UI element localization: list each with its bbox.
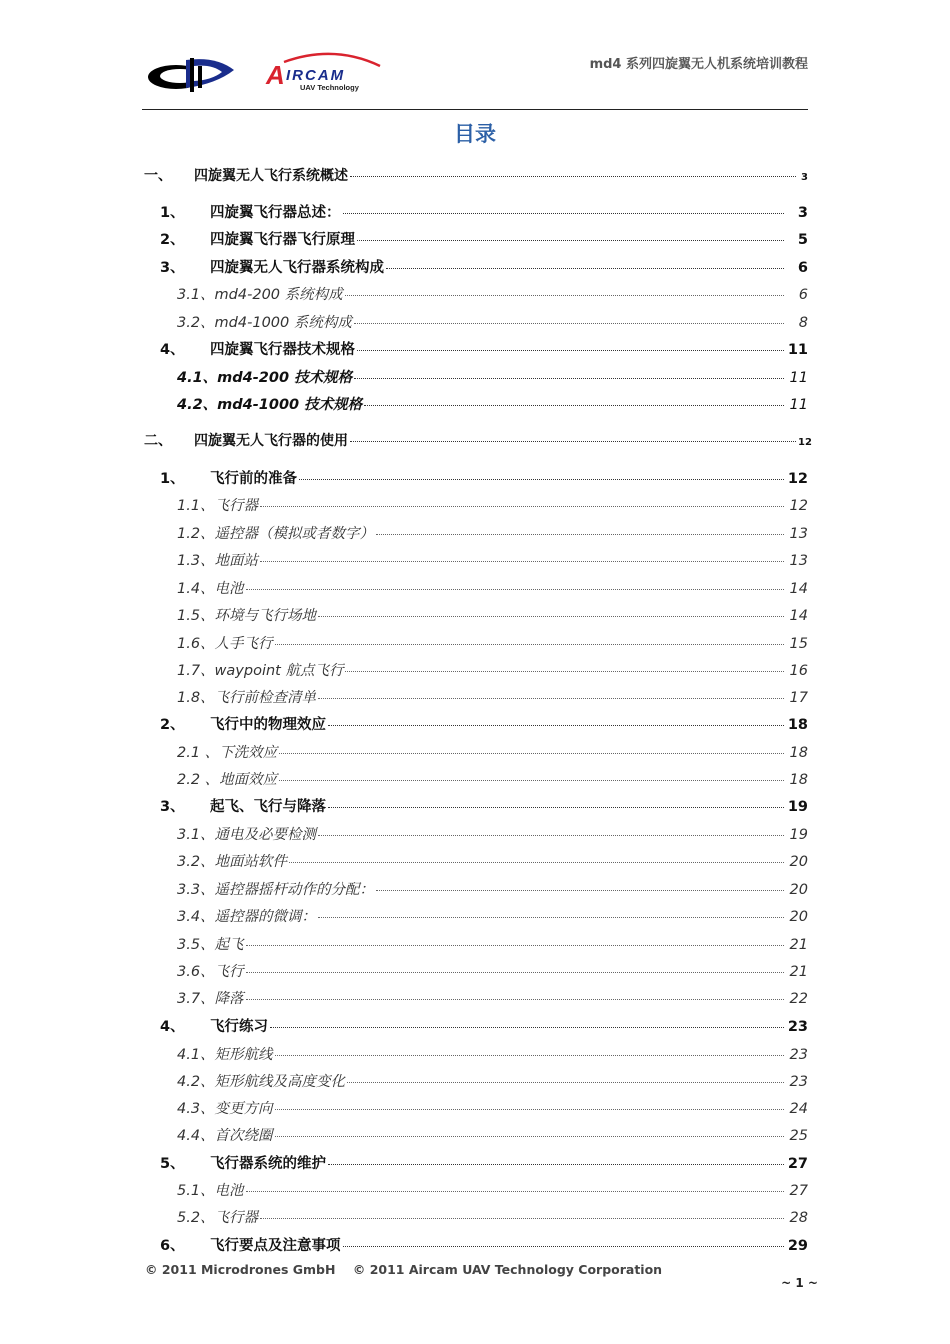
toc-entry[interactable] (160, 1015, 808, 1036)
toc-entry-title: 4.1、矩形航线 (177, 1047, 273, 1063)
toc-entry-title: 1.5、环境与飞行场地 (177, 608, 317, 624)
toc-dot-leader (260, 561, 784, 562)
toc-entry-page: 19 (787, 799, 808, 815)
toc-dot-leader (246, 999, 784, 1000)
toc-dot-leader (275, 1109, 784, 1110)
footer-copyright: © 2011 Microdrones GmbH © 2011 Aircam UAV Technology Corporation (145, 1262, 663, 1277)
toc-entry[interactable] (177, 283, 808, 304)
toc-entry-title: 2.2 、地面效应 (177, 772, 278, 788)
toc-dot-leader (328, 725, 784, 726)
toc-entry-title: 四旋翼飞行器飞行原理 (210, 232, 355, 248)
toc-dot-leader (318, 698, 784, 699)
toc-entry-number: 2、 (160, 232, 185, 248)
toc-entry[interactable] (177, 823, 808, 844)
header-title: md4 系列四旋翼无人机系统培训教程 (589, 57, 808, 72)
toc-entry[interactable] (160, 228, 808, 249)
toc-entry-title: 1.7、waypoint 航点飞行 (177, 663, 344, 679)
toc-entry[interactable] (177, 393, 808, 414)
toc-entry-title: 四旋翼无人飞行器的使用 (194, 433, 348, 449)
toc-entry-page: 12 (787, 471, 808, 487)
toc-dot-leader (270, 1027, 784, 1028)
toc-entry-title: 四旋翼无人飞行系统概述 (194, 168, 348, 184)
toc-entry-page: 5 (797, 232, 808, 248)
toc-dot-leader (275, 644, 784, 645)
aircam-logo-a: A (266, 60, 285, 90)
toc-entry-page: 12 (798, 437, 812, 448)
toc-entry-title: 3.1、通电及必要检测 (177, 827, 317, 843)
toc-entry[interactable] (177, 850, 808, 871)
toc-entry[interactable] (177, 905, 808, 926)
toc-entry-title: 5.1、电池 (177, 1183, 244, 1199)
toc-dot-leader (386, 268, 784, 269)
toc-dot-leader (246, 1191, 784, 1192)
toc-entry-title: 1.6、人手飞行 (177, 636, 273, 652)
toc-dot-leader (345, 671, 784, 672)
toc-dot-leader (260, 1218, 784, 1219)
toc-entry-page: 18 (787, 717, 808, 733)
toc-entry[interactable] (177, 1179, 808, 1200)
aircam-logo (264, 50, 384, 94)
toc-entry-page: 3 (797, 205, 808, 221)
toc-entry-title: 3.2、md4-1000 系统构成 (177, 315, 352, 331)
toc-dot-leader (357, 350, 784, 351)
toc-dot-leader (275, 1055, 784, 1056)
toc-entry-page: 22 (789, 991, 808, 1007)
toc-entry[interactable] (160, 201, 808, 222)
toc-entry[interactable] (177, 1097, 808, 1118)
toc-entry[interactable] (160, 256, 808, 277)
aircam-logo-text: IRCAM (286, 67, 346, 84)
toc-entry-number: 2、 (160, 717, 185, 733)
toc-dot-leader (364, 405, 784, 406)
toc-entry-number: 3、 (160, 260, 185, 276)
toc-entry-number: 3、 (160, 799, 185, 815)
toc-entry-title: 3.2、地面站软件 (177, 854, 288, 870)
toc-entry[interactable] (177, 659, 808, 680)
toc-entry-page: 20 (789, 854, 808, 870)
toc-entry-page: 21 (789, 964, 808, 980)
toc-dot-leader (345, 295, 784, 296)
toc-entry-page: 11 (789, 397, 808, 413)
toc-entry-page: 29 (787, 1238, 808, 1254)
toc-dot-leader (354, 378, 784, 379)
toc-entry-page: 3 (801, 172, 808, 183)
toc-entry-page: 28 (789, 1210, 808, 1226)
toc-entry-page: 25 (789, 1128, 808, 1144)
toc-entry-title: 3.3、遥控器摇杆动作的分配： (177, 882, 375, 898)
toc-entry-page: 23 (787, 1019, 808, 1035)
toc-dot-leader (318, 917, 784, 918)
toc-entry-title: 3.6、飞行 (177, 964, 244, 980)
toc-entry-number: 5、 (160, 1156, 185, 1172)
toc-entry-number: 1、 (160, 205, 185, 221)
toc-entry-page: 16 (789, 663, 808, 679)
toc-entry-title: 4.1、md4-200 技术规格 (177, 370, 353, 386)
footer-page-number: ~ 1 ~ (781, 1276, 818, 1290)
toc-entry-page: 27 (787, 1156, 808, 1172)
toc-entry-title: 4.2、矩形航线及高度变化 (177, 1074, 346, 1090)
toc-entry-title: 2.1 、下洗效应 (177, 745, 278, 761)
toc-title: 目录 (454, 122, 496, 146)
toc-entry-page: 23 (789, 1074, 808, 1090)
toc-entry-page: 13 (789, 526, 808, 542)
toc-entry[interactable] (177, 960, 808, 981)
toc-entry-title: 1.8、飞行前检查清单 (177, 690, 317, 706)
toc-entry-number: 6、 (160, 1238, 185, 1254)
toc-dot-leader (350, 441, 796, 442)
toc-entry-page: 12 (789, 498, 808, 514)
toc-entry-title: 四旋翼飞行器技术规格 (210, 342, 355, 358)
toc-entry-title: 1.3、地面站 (177, 553, 259, 569)
toc-entry[interactable] (177, 1206, 808, 1227)
toc-entry[interactable] (177, 632, 808, 653)
toc-entry[interactable] (160, 795, 808, 816)
toc-entry-title: 3.7、降落 (177, 991, 244, 1007)
toc-dot-leader (343, 213, 785, 214)
toc-entry-page: 11 (789, 370, 808, 386)
toc-entry[interactable] (160, 338, 808, 359)
toc-entry[interactable] (160, 1152, 808, 1173)
toc-dot-leader (246, 972, 784, 973)
toc-dot-leader (246, 589, 784, 590)
toc-entry-number: 1、 (160, 471, 185, 487)
toc-entry-title: 1.1、飞行器 (177, 498, 259, 514)
toc-dot-leader (376, 890, 784, 891)
toc-entry[interactable] (160, 467, 808, 488)
toc-dot-leader (376, 534, 784, 535)
toc-dot-leader (350, 176, 796, 177)
toc-dot-leader (275, 1136, 784, 1137)
toc-entry[interactable] (177, 768, 808, 789)
toc-entry-page: 8 (798, 315, 808, 331)
toc-entry[interactable] (160, 713, 808, 734)
toc-entry[interactable] (177, 878, 808, 899)
toc-entry-page: 18 (789, 745, 808, 761)
toc-entry-title: 4.2、md4-1000 技术规格 (177, 397, 363, 413)
toc-entry-title: 5.2、飞行器 (177, 1210, 259, 1226)
header-divider (142, 109, 808, 110)
toc-entry-page: 23 (789, 1047, 808, 1063)
aircam-logo-sub: UAV Technology (300, 83, 359, 92)
toc-entry[interactable] (177, 577, 808, 598)
toc-entry[interactable] (177, 366, 808, 387)
toc-entry-number: 4、 (160, 1019, 185, 1035)
toc-entry-title: 起飞、飞行与降落 (210, 799, 326, 815)
toc-dot-leader (347, 1082, 784, 1083)
toc-entry-title: 飞行器系统的维护 (210, 1156, 326, 1172)
toc-entry[interactable] (177, 1043, 808, 1064)
toc-entry[interactable] (177, 1124, 808, 1145)
toc-entry-page: 17 (789, 690, 808, 706)
toc-entry[interactable] (177, 686, 808, 707)
toc-dot-leader (357, 240, 784, 241)
toc-entry-page: 20 (789, 909, 808, 925)
toc-entry-page: 21 (789, 937, 808, 953)
toc-entry-page: 20 (789, 882, 808, 898)
toc-entry-number: 一、 (144, 168, 172, 184)
toc-entry-title: 飞行前的准备 (210, 471, 297, 487)
toc-dot-leader (260, 506, 784, 507)
toc-entry-page: 11 (787, 342, 808, 358)
toc-entry-page: 6 (798, 287, 808, 303)
toc-entry-page: 27 (789, 1183, 808, 1199)
toc-entry-page: 14 (789, 581, 808, 597)
toc-dot-leader (343, 1246, 785, 1247)
toc-dot-leader (279, 780, 784, 781)
toc-entry[interactable] (177, 522, 808, 543)
toc-entry-title: 3.4、遥控器的微调： (177, 909, 317, 925)
toc-entry[interactable] (177, 933, 808, 954)
toc-entry-page: 19 (789, 827, 808, 843)
toc-entry-page: 15 (789, 636, 808, 652)
toc-entry[interactable] (144, 165, 808, 185)
toc-entry-page: 14 (789, 608, 808, 624)
toc-entry-title: 飞行中的物理效应 (210, 717, 326, 733)
toc-entry-title: 四旋翼无人飞行器系统构成 (210, 260, 384, 276)
toc-dot-leader (246, 945, 784, 946)
toc-entry-title: 3.5、起飞 (177, 937, 244, 953)
toc-entry-title: 3.1、md4-200 系统构成 (177, 287, 343, 303)
toc-entry-title: 飞行练习 (210, 1019, 268, 1035)
toc-entry-title: 4.3、变更方向 (177, 1101, 273, 1117)
toc-entry[interactable] (160, 1234, 808, 1255)
toc-entry[interactable] (177, 549, 808, 570)
toc-entry-number: 二、 (144, 433, 172, 449)
toc-entry-number: 4、 (160, 342, 185, 358)
toc-entry[interactable] (177, 987, 808, 1008)
toc-entry[interactable] (177, 1070, 808, 1091)
toc-entry-page: 6 (797, 260, 808, 276)
toc-entry[interactable] (177, 604, 808, 625)
toc-entry-page: 13 (789, 553, 808, 569)
toc-entry[interactable] (177, 494, 808, 515)
toc-dot-leader (328, 807, 784, 808)
toc-dot-leader (318, 616, 784, 617)
toc-entry[interactable] (144, 430, 812, 450)
toc-entry[interactable] (177, 311, 808, 332)
toc-entry-page: 24 (789, 1101, 808, 1117)
toc-dot-leader (318, 835, 784, 836)
toc-entry[interactable] (177, 741, 808, 762)
toc-dot-leader (289, 862, 784, 863)
toc-entry-page: 18 (789, 772, 808, 788)
toc-dot-leader (279, 753, 784, 754)
toc-dot-leader (299, 479, 784, 480)
toc-dot-leader (354, 323, 784, 324)
toc-entry-title: 4.4、首次绕圈 (177, 1128, 273, 1144)
toc-entry-title: 飞行要点及注意事项 (210, 1238, 341, 1254)
toc-entry-title: 四旋翼飞行器总述： (210, 205, 341, 221)
toc-entry-title: 1.4、电池 (177, 581, 244, 597)
toc-entry-title: 1.2、遥控器（模拟或者数字） (177, 526, 375, 542)
toc-dot-leader (328, 1164, 784, 1165)
